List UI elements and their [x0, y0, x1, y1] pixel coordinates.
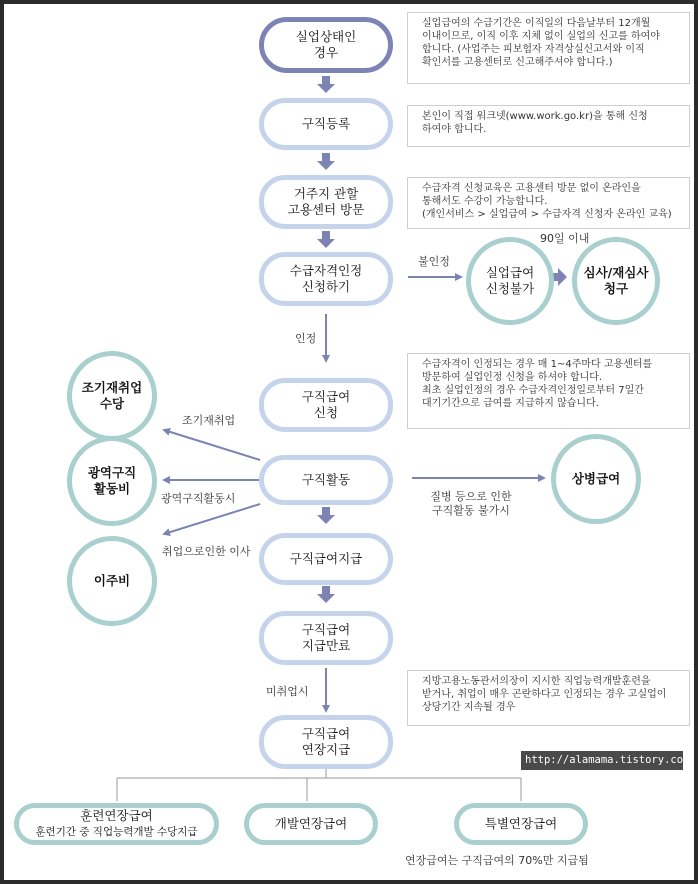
step-extension: 구직급여 연장지급 — [259, 715, 393, 769]
circle-sickness-benefit: 상병급여 — [551, 434, 641, 524]
circle-relocation: 이주비 — [67, 536, 157, 626]
down-arrow-5 — [317, 586, 335, 603]
down-arrow-3 — [317, 231, 335, 248]
label-wide-search: 광역구직활동시 — [161, 492, 236, 505]
arrow-early-job — [164, 430, 260, 460]
step-payment-end: 구직급여 지급만료 — [259, 611, 393, 665]
flowchart-canvas — [4, 4, 694, 880]
note-online-education: 수급자격 신청교육은 고용센터 방문 없이 온라인을 통해서도 수강이 가능합니다. (개인서비스 > 실업급여 > 수급자격 신청자 온라인 교육) — [407, 177, 690, 229]
circle-review-request: 심사/재심사 청구 — [572, 237, 660, 325]
step-visit-center: 거주지 관할 고용센터 방문 — [259, 175, 393, 229]
note-extension-conditions: 지방고용노동관서의장이 지시한 직업능력개발훈련을 받거나, 취업이 매우 곤란하다고 인정되는 경우 고실업이 상당기간 지속될 경우 — [407, 670, 690, 726]
note-worknet: 본인이 직접 워크넷(www.work.go.kr)을 통해 신청 하여야 합니다. — [407, 105, 690, 147]
circle-not-eligible: 실업급여 신청불가 — [466, 237, 554, 325]
label-extension-rate: 연장급여는 구직급여의 70%만 지급됨 — [405, 854, 589, 867]
special-extension-benefit: 특별연장급여 — [454, 803, 588, 845]
step-apply: 구직급여 신청 — [259, 378, 393, 432]
label-within-90-days: 90일 이내 — [540, 232, 590, 245]
watermark: http://alamama.tistory.com — [521, 751, 683, 770]
label-illness: 질병 등으로 인한 구직활동 불가시 — [430, 490, 512, 517]
label-not-approved: 불인정 — [418, 255, 450, 268]
label-early-job: 조기재취업 — [182, 414, 236, 427]
label-approved: 인정 — [295, 332, 317, 345]
step-unemployed: 실업상태인 경우 — [259, 17, 393, 73]
development-extension-benefit: 개발연장급여 — [244, 803, 378, 845]
down-arrow-4 — [317, 507, 335, 524]
down-arrow-1 — [317, 76, 335, 93]
training-extension-benefit — [14, 803, 219, 845]
step-job-search: 구직활동 — [259, 455, 393, 505]
down-arrow-2 — [317, 153, 335, 170]
arrow-relocation — [164, 504, 260, 534]
label-relocation: 취업으로인한 이사 — [162, 545, 251, 558]
step-register: 구직등록 — [259, 98, 393, 150]
training-extension-subtitle: 훈련기간 중 직업능력개발 수당지급 — [35, 826, 198, 838]
circle-wide-area-job-search: 광역구직 활동비 — [67, 436, 157, 526]
note-unemployment-recognition: 수급자격이 인정되는 경우 매 1~4주마다 고용센터를 방문하여 실업인정 신청을 하셔야 합니다. 최초 실업인정의 경우 수급자격인정일로부터 7일간 대기기간으로 급여를 지급하지 않습니다. — [407, 353, 690, 429]
training-extension-title: 훈련연장급여 — [80, 808, 153, 823]
label-not-employed: 미취업시 — [266, 685, 309, 698]
step-qualify: 수급자격인정 신청하기 — [259, 252, 393, 306]
note-benefit-period: 실업급여의 수급기간은 이직일의 다음날부터 12개월 이내이므로, 이직 이후 지체 없이 실업의 신고를 하여야 합니다. (사업주는 피보험자 자격상실신고서와 이직 확인서를 고용센터로 신고해주셔야 합니다.) — [407, 12, 690, 84]
circle-early-reemployment: 조기재취업 수당 — [67, 351, 157, 441]
step-payment: 구직급여지급 — [259, 533, 393, 585]
branch-lines — [117, 768, 521, 801]
